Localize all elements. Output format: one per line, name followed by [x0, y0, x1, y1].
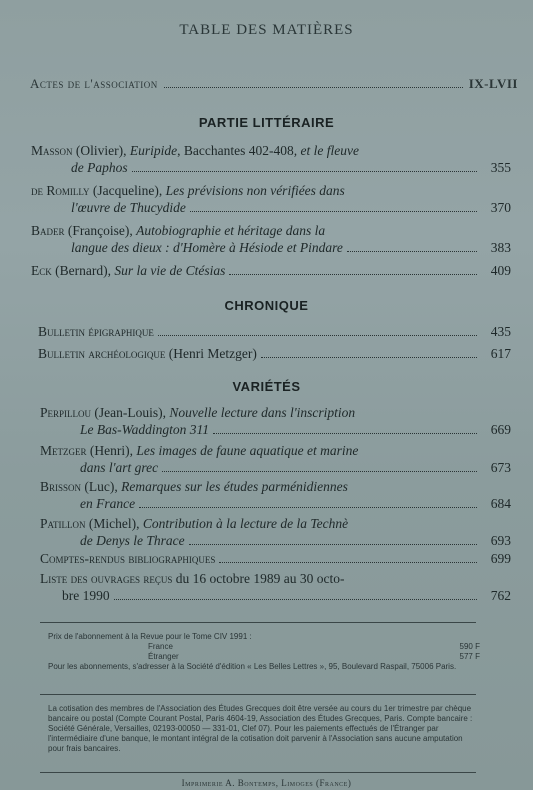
printer-imprint: Imprimerie A. Bontemps, Limoges (France) [181, 778, 352, 788]
subscription-block [48, 632, 480, 672]
leader-dots [158, 335, 477, 336]
entry-label: Comptes-rendus bibliographiques [40, 551, 216, 566]
entry-author-first: (Bernard), [51, 263, 115, 278]
actes-entry [30, 76, 518, 92]
toc-entry-comptes [40, 550, 511, 567]
toc-entry-liste [40, 570, 511, 604]
leader-dots [347, 251, 477, 252]
section-heading-varietes: VARIÉTÉS [232, 379, 301, 394]
entry-author-first: (Luc), [81, 479, 122, 494]
entry-title: Autobiographie et héritage dans la [136, 223, 326, 238]
leader-dots [219, 562, 477, 563]
subscription-heading: Prix de l'abonnement à la Revue pour le Tome CIV 1991 : [48, 632, 252, 641]
entry-author: Bader [31, 223, 65, 238]
entry-author-first: (Michel), [85, 516, 143, 531]
leader-dots [189, 544, 477, 545]
entry-page: 355 [490, 160, 511, 175]
entry-page: 684 [490, 496, 511, 511]
entry-title: Nouvelle lecture dans l'inscription [169, 405, 356, 420]
entry-author: de Romilly [31, 183, 90, 198]
section-heading-chronique: CHRONIQUE [224, 298, 309, 313]
toc-entry-bader [31, 222, 511, 256]
entry-author: Perpillou [40, 405, 92, 420]
entry-author-first: (Françoise), [64, 223, 137, 238]
entry-author-first: (Jean-Louis), [91, 405, 170, 420]
toc-entry-masson [31, 142, 511, 176]
leader-dots [139, 507, 477, 508]
section-heading-litteraire: PARTIE LITTÉRAIRE [198, 115, 335, 130]
entry-title-cont: l'œuvre de Thucydide [71, 200, 186, 215]
leader-dots [229, 274, 477, 275]
entry-label: Bulletin archéologique [38, 346, 166, 361]
actes-label: Actes de l'association [30, 76, 158, 91]
entry-author: Brisson [40, 479, 82, 494]
etranger-label: Étranger [148, 652, 179, 661]
france-label: France [148, 642, 173, 651]
toc-entry-eck [31, 262, 511, 279]
entry-author: Eck [31, 263, 52, 278]
leader-dots [132, 171, 477, 172]
leader-dots [162, 471, 477, 472]
divider [40, 622, 476, 623]
entry-title: Contribution à la lecture de la Technè [142, 516, 349, 531]
divider [40, 694, 476, 695]
entry-title-cont: Le Bas-Waddington 311 [80, 422, 210, 437]
entry-extra: (Henri Metzger) [165, 346, 257, 361]
entry-page: 762 [490, 588, 511, 603]
entry-page: 699 [490, 551, 511, 566]
entry-author-first: (Henri), [86, 443, 137, 458]
entry-author: Masson [31, 143, 73, 158]
entry-label: Bulletin épigraphique [38, 324, 154, 339]
toc-entry-archeologique [38, 345, 511, 362]
entry-title-cont: dans l'art grec [80, 460, 159, 475]
france-price: 590 F [459, 642, 480, 651]
toc-entry-romilly [31, 182, 511, 216]
entry-page: 383 [490, 240, 511, 255]
toc-entry-perpillou [40, 404, 511, 438]
entry-title-cont: de Denys le Thrace [80, 533, 185, 548]
entry-page: 669 [490, 422, 511, 437]
actes-pages: IX-LVII [468, 76, 518, 91]
page-title: TABLE DES MATIÈRES [179, 22, 354, 38]
entry-title-cont: langue des dieux : d'Homère à Hésiode et Pindare [71, 240, 343, 255]
leader-dots [114, 599, 477, 600]
entry-author: Patillon [40, 516, 86, 531]
leader-dots [164, 87, 463, 88]
entry-page: 693 [490, 533, 511, 548]
entry-title-cont: en France [80, 496, 136, 511]
toc-entry-patillon [40, 515, 511, 549]
entry-title: Les images de faune aquatique et marine [136, 443, 359, 458]
cotisation-text: La cotisation des membres de l'Association des Études Grecques doit être versée au cours du 1er trimestre par chèque bancaire ou postal (Compte Courant Postal, Paris 4604-19, Association des Études Grecques, Paris. Compte bancaire : Société Générale, Versailles, 02193-00050 — 331-01, Clef 07). Pour les paiements effectués de l'Étranger par l'intermédiaire d'une banque, le montant intégral de la cotisation doit parvenir à l'Association sans aucune amputation pour frais bancaires. [48, 704, 473, 753]
toc-entry-brisson [40, 478, 511, 512]
entry-title: Euripide [129, 143, 178, 158]
entry-title: Les prévisions non vérifiées dans [165, 183, 345, 198]
entry-author-first: (Jacqueline), [89, 183, 166, 198]
leader-dots [261, 357, 477, 358]
entry-title-end: , et le fleuve [293, 143, 359, 158]
entry-title-cont: de Paphos [71, 160, 128, 175]
entry-title-mid: , Bacchantes 402-408 [177, 143, 294, 158]
entry-page: 617 [490, 346, 511, 361]
etranger-price: 577 F [459, 652, 480, 661]
toc-entry-epigraphique [38, 323, 511, 340]
divider [40, 772, 476, 773]
entry-page: 435 [490, 324, 511, 339]
entry-text-cont: bre 1990 [62, 588, 110, 603]
toc-entry-metzger [40, 442, 511, 476]
subscription-address: Pour les abonnements, s'adresser à la Société d'édition « Les Belles Lettres », 95, Boulevard Raspail, 75006 Paris. [48, 662, 457, 671]
entry-title: Remarques sur les études parménidiennes [121, 479, 348, 494]
entry-author-first: (Olivier), [72, 143, 130, 158]
entry-title: Sur la vie de Ctésias [114, 263, 226, 278]
entry-page: 409 [490, 263, 511, 278]
entry-text: du 16 octobre 1989 au 30 octo- [172, 571, 345, 586]
leader-dots [190, 211, 477, 212]
entry-author: Metzger [40, 443, 87, 458]
entry-label: Liste des ouvrages reçus [40, 571, 173, 586]
entry-page: 370 [490, 200, 511, 215]
entry-page: 673 [490, 460, 511, 475]
leader-dots [213, 433, 477, 434]
